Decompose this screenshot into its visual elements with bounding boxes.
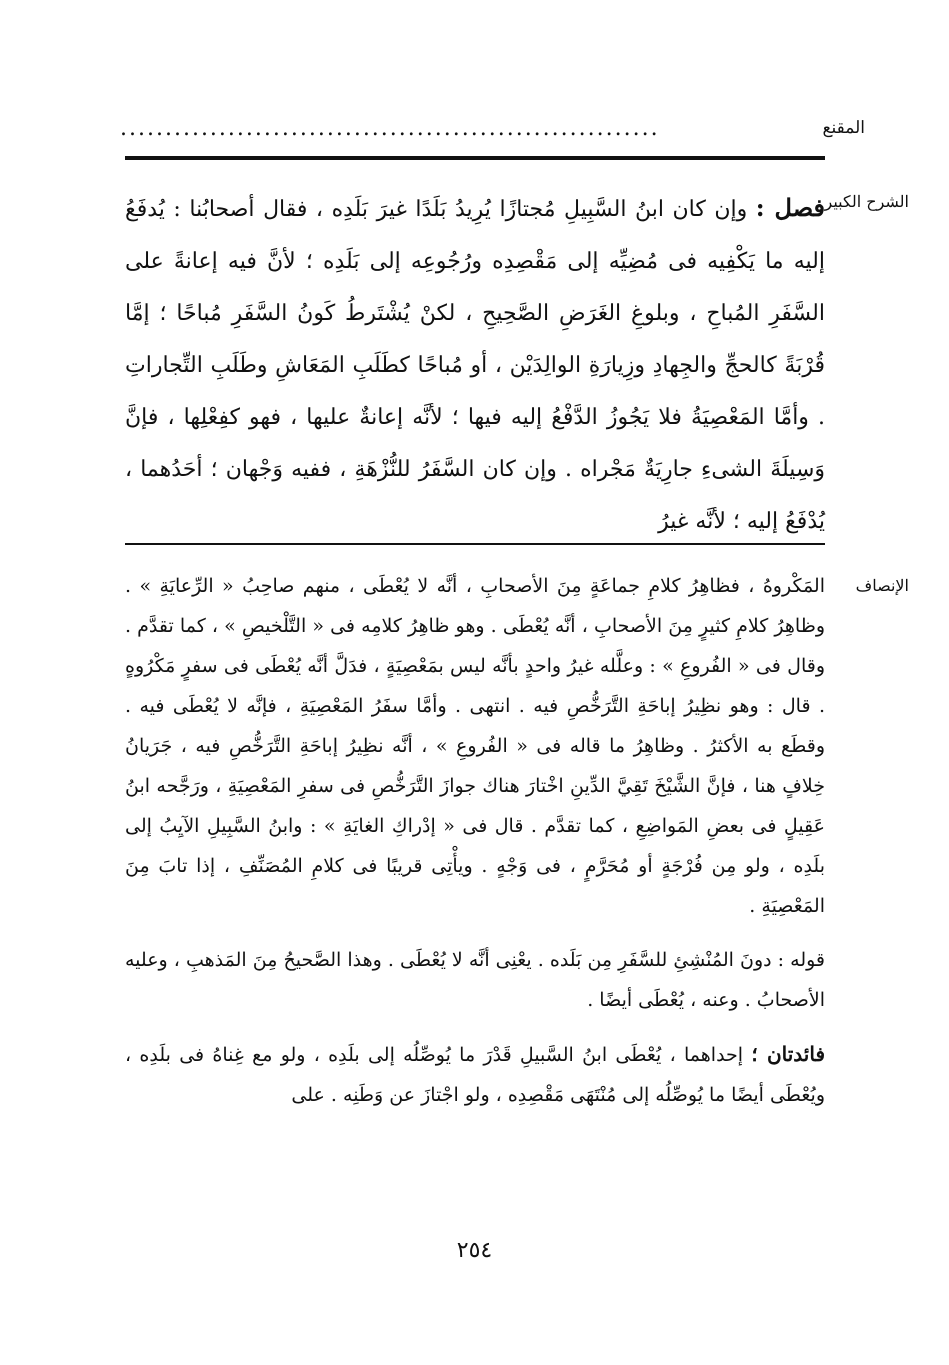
running-header-dots: ............................................................ [120, 116, 660, 141]
section-insaf [125, 566, 825, 1115]
side-label-insaf: الإنصاف [855, 576, 909, 595]
insaf-paragraph-3 [125, 1034, 825, 1115]
running-header-title: المقنع [822, 118, 865, 138]
insaf-para3-lead: فائدتان ؛ [751, 1042, 826, 1066]
side-label-sharh: الشرح الكبير [824, 192, 909, 211]
page-number: ٢٥٤ [456, 1238, 493, 1263]
sharh-lead: فصل : [755, 193, 825, 222]
header-rule [125, 156, 825, 160]
insaf-paragraph-1: المَكْروهُ ، فظاهِرُ كلامِ جماعَةٍ مِنَ الأصحابِ ، أنَّه لا يُعْطَى ، منهم صاحِبُ « الرِّعايَةِ » . وظاهِرُ كلامِ كثيرٍ مِنَ الأصحابِ ، أنَّه يُعْطَى . وهو ظاهِرُ كلامِه فى « التَّلْخيصِ » ، كما تقدَّم . وقال فى « الفُروعِ » : وعلَّله غيرُ واحدٍ بأنَّه ليس بمَعْصِيَةٍ ، فدَلَّ أنَّه يُعْطَى فى سفرٍ مَكْرُوهٍ . قال : وهو نظِيرُ إباحَةِ التَّرَخُّصِ فيه . انتهى . وأمَّا سفَرُ المَعْصِيَةِ ، فإنَّه لا يُعْطَى فيه . وقطَع به الأكثرُ . وظاهِرُ ما قاله فى « الفُروعِ » ، أنَّه نظِيرُ إباحَةِ التَّرَخُّصِ فيه ، جَرَيانُ خِلافٍ هنا ، فإنَّ الشَّيْخَ تَقِيَّ الدِّينِ اخْتارَ هناك جوازَ التَّرَخُّصِ فى سفرِ المَعْصِيَةِ ، ورَجَّحه ابنُ عَقِيلٍ فى بعضِ المَواضِعِ ، كما تقدَّم . قال فى « إدْراكِ الغايَةِ » : وابنُ السَّبِيلِ الآيِبُ إلى بلَدِه ، ولو مِن فُرْجَةٍ أو مُحَرَّمٍ ، فى وَجْهٍ . ويأْتِى قريبًا فى كلامِ المُصَنِّفِ ، إذا تابَ مِنَ المَعْصِيَةِ . [125, 575, 825, 917]
sharh-paragraph [125, 182, 825, 548]
insaf-paragraph-2: قوله : دونَ المُنْشِئِ للسَّفَرِ مِن بَلَده . يعْنِى أنَّه لا يُعْطَى . وهذا الصَّحيحُ مِنَ المَذهبِ ، وعليه الأصحابُ . وعنه ، يُعْطَى أيضًا . [125, 949, 825, 1011]
sharh-text: وإن كان ابنُ السَّبِيلِ مُجتازًا يُرِيدُ بَلَدًا غيرَ بَلَدِه ، فقال أصحابُنا : يُدفَعُ إليه ما يَكْفِيه فى مُضِيِّه إلى مَقْصِدِه ورُجُوعِه إلى بَلَدِه ؛ لأنَّ فيه إعانةً على السَّفَرِ المُباحِ ، وبلوغِ الغَرَضِ الصَّحِيحِ ، لكنْ يُشْتَرطُ كَونُ السَّفَرِ مُباحًا ؛ إمَّا قُرْبَةً كالحجِّ والجِهادِ وزِيارَةِ الوالِدَيْن ، أو مُباحًا كطَلَبِ المَعَاشِ وطَلَبِ التِّجاراتِ . وأمَّا المَعْصِيَةُ فلا يَجُوزُ الدَّفْعُ إليه فيها ؛ لأنَّه إعانةٌ عليها ، فهو كفِعْلِها ، فإنَّ وَسِيلَةَ الشىءِ جارِيَةٌ مَجْراه . وإن كان السَّفَرُ للنُّزْهَةِ ، ففيه وَجْهان ؛ أحَدُهما ، يُدْفَعُ إليه ؛ لأنَّه غيرُ [125, 197, 825, 534]
section-sharh [125, 182, 825, 548]
insaf-para3-text: إحداهما ، يُعْطَى ابنُ السَّبيلِ قَدْرَ ما يُوصِّلُه إلى بلَدِه ، ولو مع غِناهُ فى بلَدِه ، ويُعْطَى أيضًا ما يُوصِّلُه إلى مُنْتَهَى مَقْصِدِه ، ولو اجْتازَ عن وَطَنِه . على [125, 1044, 825, 1106]
section-divider [125, 543, 825, 545]
